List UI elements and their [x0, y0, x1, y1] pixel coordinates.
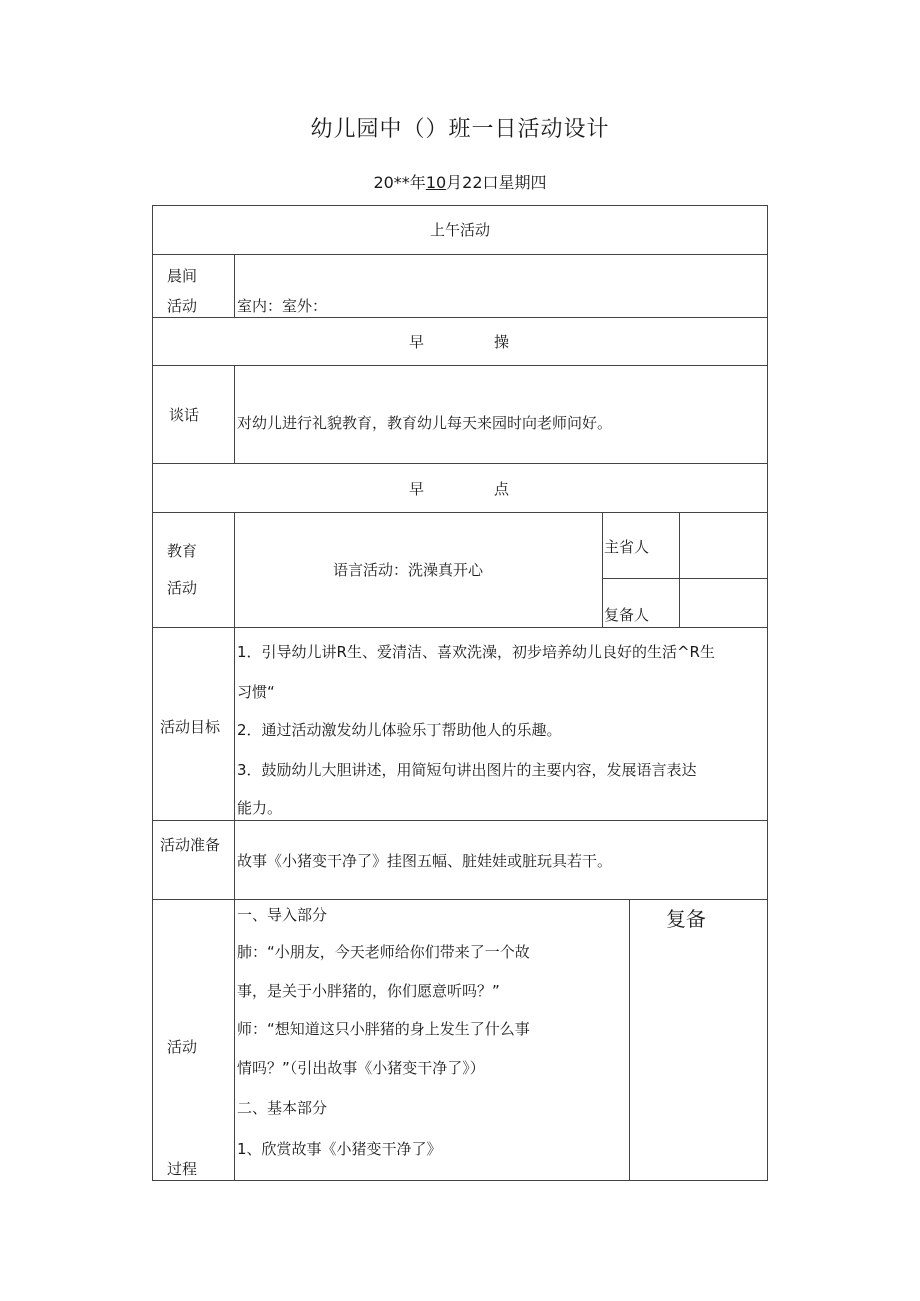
page-title: 幼儿园中（）班一日活动设计 [310, 117, 610, 142]
process-line: 情吗？”（引出故事《小猪变干净了》） [237, 1059, 485, 1077]
col-divider [629, 899, 630, 1180]
process-line: 二、基本部分 [237, 1099, 328, 1117]
row-divider [152, 820, 768, 821]
goal-2: 2．通过活动激发幼儿体验乐丁帮助他人的乐趣。 [237, 721, 562, 739]
col-divider [234, 512, 235, 1180]
process-line: 1、欣赏故事《小猪变干净了》 [237, 1140, 442, 1158]
talk-label: 谈话 [169, 406, 200, 424]
date-line [0, 170, 920, 193]
prep-label: 活动准备 [160, 836, 221, 854]
col-divider [679, 512, 680, 627]
col-divider [234, 254, 235, 317]
exercise-label-left: 早 [409, 333, 425, 351]
process-line: 肺：“小朋友，今天老师给你们带来了一个故 [237, 943, 530, 961]
row-divider [152, 254, 768, 255]
backup-label: 复备人 [604, 606, 650, 624]
process-label-line1: 活动 [167, 1038, 198, 1056]
col-divider [234, 365, 235, 463]
row-divider [152, 317, 768, 318]
talk-content: 对幼儿进行礼貌教育，教育幼儿每天来园时向老师问好。 [237, 414, 613, 432]
date-suffix: 月22口星期四 [446, 173, 547, 192]
prep-content: 故事《小猪变干净了》挂图五幅、脏娃娃或脏玩具若干。 [237, 852, 613, 870]
morning-label-line2: 活动 [167, 297, 198, 315]
row-divider [152, 899, 768, 900]
edu-label-line2: 活动 [167, 579, 198, 597]
host-label: 主省人 [604, 538, 650, 556]
row-divider [152, 463, 768, 464]
goal-label: 活动目标 [160, 718, 221, 736]
exercise-label-right: 操 [494, 333, 510, 351]
table-border-top [152, 205, 768, 206]
row-divider [152, 365, 768, 366]
date-month: 10 [425, 173, 447, 192]
process-line: 一、导入部分 [237, 906, 328, 924]
process-line: 师：“想知道这只小胖猪的身上发生了什么事 [237, 1020, 530, 1038]
edu-label-line1: 教育 [167, 542, 198, 560]
col-divider [602, 512, 603, 627]
process-label-line2: 过程 [167, 1160, 198, 1178]
row-divider [152, 627, 768, 628]
goal-3-line1: 3．鼓励幼儿大胆讲述，用简短句讲出图片的主要内容，发展语言表达 [237, 761, 697, 779]
goal-1-line2: 习惯“ [237, 683, 275, 701]
morning-content: 室内：室外： [237, 297, 328, 315]
table-border-left [152, 205, 153, 1181]
edu-content: 语言活动：洗澡真开心 [333, 561, 484, 579]
row-divider [152, 512, 768, 513]
row-divider [602, 578, 768, 579]
goal-1-line1: 1．引导幼儿讲R生、爱清洁、喜欢洗澡，初步培养幼儿良好的生活^R生 [237, 643, 715, 661]
snack-label-right: 点 [494, 480, 510, 498]
process-line: 事，是关于小胖猪的，你们愿意听吗？” [237, 982, 500, 1000]
morning-activities-header: 上午活动 [429, 221, 490, 239]
review-label: 复备 [666, 907, 706, 931]
morning-label-line1: 晨间 [167, 267, 198, 285]
table-border-bottom [152, 1180, 768, 1181]
goal-3-line2: 能力。 [237, 799, 283, 817]
date-prefix: 20**年 [373, 173, 426, 192]
table-border-right [767, 205, 768, 1181]
snack-label-left: 早 [409, 480, 425, 498]
